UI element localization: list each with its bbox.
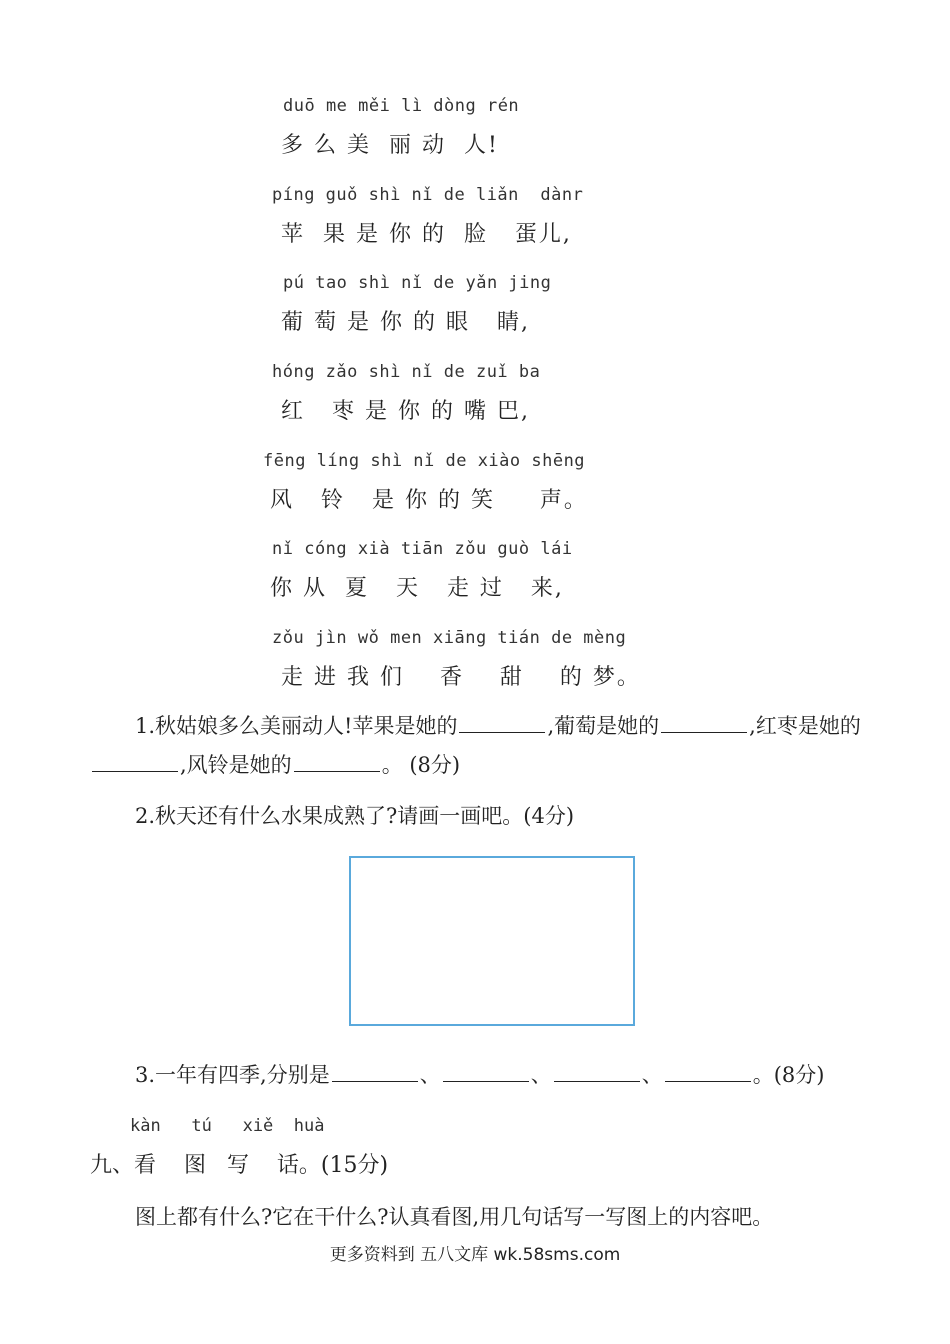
answer-blank[interactable] bbox=[443, 1063, 529, 1082]
poem-line-5: 风 铃 是 你 的 笑 声。 bbox=[270, 488, 588, 513]
poem-line-2: 苹 果 是 你 的 脸 蛋儿, bbox=[281, 222, 572, 247]
separator: 、 bbox=[419, 1063, 441, 1087]
answer-blank[interactable] bbox=[661, 714, 747, 733]
poem-pinyin-2: píng guǒ shì nǐ de liǎn dànr bbox=[272, 185, 584, 205]
separator: 、 bbox=[530, 1063, 552, 1087]
poem-line-6: 你 从 夏 天 走 过 来, bbox=[270, 576, 564, 601]
question-1-text-b: ,葡萄是她的 bbox=[547, 714, 660, 738]
poem-pinyin-3: pú tao shì nǐ de yǎn jing bbox=[283, 273, 552, 293]
section-9-pinyin: kàn tú xiě huà bbox=[130, 1116, 325, 1136]
poem-line-1: 多 么 美 丽 动 人! bbox=[281, 133, 499, 158]
answer-blank[interactable] bbox=[665, 1063, 751, 1082]
question-3-text: 3.一年有四季,分别是 bbox=[135, 1063, 330, 1087]
section-9-prompt-text: 图上都有什么?它在干什么?认真看图,用几句话写一写图上的内容吧。 bbox=[135, 1205, 774, 1229]
question-1-text-e: 。 (8分) bbox=[381, 753, 461, 777]
question-2-text: 2.秋天还有什么水果成熟了?请画一画吧。(4分) bbox=[135, 804, 575, 828]
separator: 、 bbox=[641, 1063, 663, 1087]
question-3-end: 。(8分) bbox=[752, 1063, 825, 1087]
poem-pinyin-7: zǒu jìn wǒ men xiāng tián de mèng bbox=[272, 628, 627, 648]
question-1 bbox=[90, 707, 870, 785]
poem-line-7: 走 进 我 们 香 甜 的 梦。 bbox=[281, 665, 641, 690]
poem-pinyin-1: duō me měi lì dòng rén bbox=[283, 96, 520, 116]
answer-blank[interactable] bbox=[554, 1063, 640, 1082]
poem-pinyin-6: nǐ cóng xià tiān zǒu guò lái bbox=[272, 539, 573, 559]
answer-blank[interactable] bbox=[92, 753, 178, 772]
answer-blank[interactable] bbox=[459, 714, 545, 733]
poem-pinyin-4: hóng zǎo shì nǐ de zuǐ ba bbox=[272, 362, 541, 382]
question-1-text-d: ,风铃是她的 bbox=[180, 753, 292, 777]
question-1-text-c: ,红枣是她的 bbox=[749, 714, 861, 738]
answer-blank[interactable] bbox=[294, 753, 380, 772]
question-3 bbox=[90, 1056, 890, 1095]
poem-line-4: 红 枣 是 你 的 嘴 巴, bbox=[281, 399, 530, 424]
footer-watermark: 更多资料到 五八文库 wk.58sms.com bbox=[329, 1245, 621, 1265]
section-9-prompt bbox=[90, 1198, 890, 1237]
poem-pinyin-5: fēng líng shì nǐ de xiào shēng bbox=[263, 451, 586, 471]
question-1-text-a: 1.秋姑娘多么美丽动人!苹果是她的 bbox=[135, 714, 458, 738]
answer-blank[interactable] bbox=[332, 1063, 418, 1082]
poem-line-3: 葡 萄 是 你 的 眼 睛, bbox=[281, 310, 530, 335]
section-9-title: 九、看 图 写 话。(15分) bbox=[90, 1153, 389, 1178]
question-2 bbox=[90, 797, 870, 836]
drawing-box[interactable] bbox=[349, 856, 635, 1026]
